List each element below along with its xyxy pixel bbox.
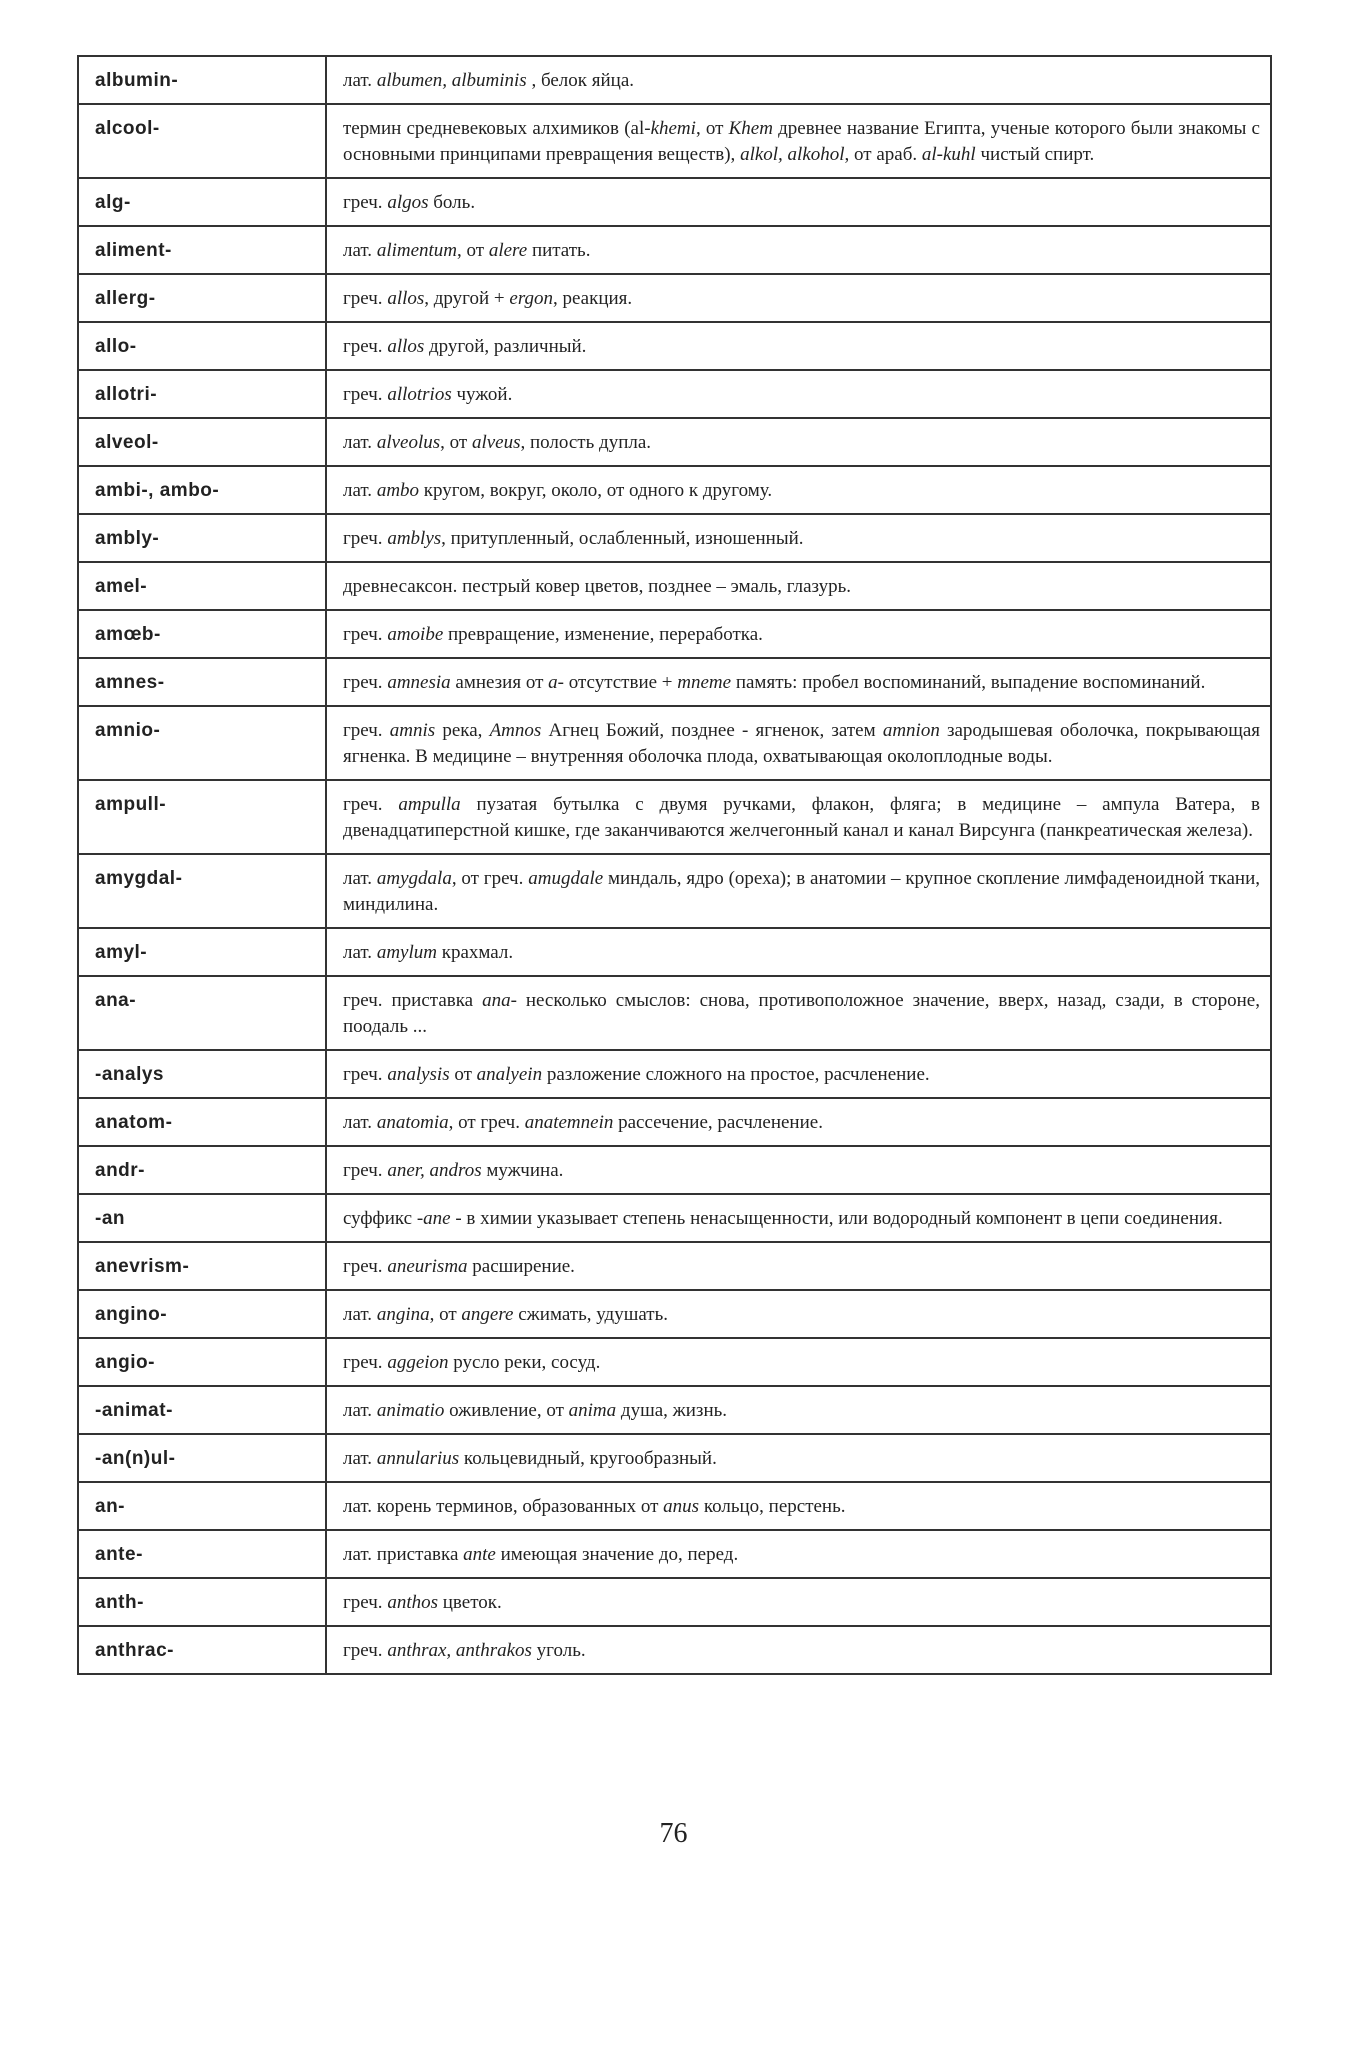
glossary-definition: [326, 976, 1271, 1050]
glossary-definition: [326, 418, 1271, 466]
definition-italic-segment: analyein: [476, 1064, 543, 1085]
definition-italic-segment: amnis: [389, 720, 436, 741]
definition-italic-segment: Khem: [728, 118, 773, 139]
definition-italic-segment: anatomia: [376, 1112, 449, 1133]
glossary-term: ampull-: [78, 780, 326, 854]
definition-italic-segment: annularius: [376, 1448, 460, 1469]
definition-italic-segment: alere: [488, 240, 528, 261]
definition-text-segment: амнезия от: [450, 672, 549, 693]
definition-text-segment: лат.: [343, 868, 377, 889]
glossary-term: angio-: [78, 1338, 326, 1386]
glossary-table: [77, 55, 1272, 1675]
definition-text-segment: греч.: [343, 1640, 388, 1661]
definition-text-segment: греч.: [343, 672, 388, 693]
definition-text-segment: лат.: [343, 1400, 377, 1421]
definition-text-segment: , белок яйца.: [526, 70, 635, 91]
definition-italic-segment: anus: [663, 1496, 700, 1517]
glossary-definition: [326, 466, 1271, 514]
table-row: [78, 274, 1271, 322]
definition-text-segment: память: пробел воспоминаний, выпадение воспоминаний.: [731, 672, 1206, 693]
glossary-term: alg-: [78, 178, 326, 226]
table-row: [78, 514, 1271, 562]
definition-italic-segment: alveus: [471, 432, 521, 453]
glossary-definition: [326, 928, 1271, 976]
definition-italic-segment: a-: [548, 672, 564, 693]
definition-text-segment: греч.: [343, 528, 388, 549]
definition-text-segment: превращение, изменение, переработка.: [443, 624, 763, 645]
glossary-definition: [326, 1098, 1271, 1146]
glossary-definition: [326, 1578, 1271, 1626]
definition-text-segment: крахмал.: [436, 942, 514, 963]
definition-italic-segment: ana-: [482, 990, 517, 1011]
definition-text-segment: боль.: [428, 192, 476, 213]
glossary-definition: [326, 1386, 1271, 1434]
glossary-term: allotri-: [78, 370, 326, 418]
glossary-definition: [326, 854, 1271, 928]
definition-text-segment: , от греч.: [451, 868, 529, 889]
definition-italic-segment: angina: [376, 1304, 430, 1325]
definition-text-segment: лат.: [343, 1112, 377, 1133]
table-row: [78, 1434, 1271, 1482]
glossary-term: angino-: [78, 1290, 326, 1338]
definition-text-segment: несколько смыслов: снова, противоположное значение, вверх, назад, сзади, в стороне, поодаль ...: [343, 990, 1260, 1037]
glossary-definition: [326, 104, 1271, 178]
glossary-term: amnes-: [78, 658, 326, 706]
definition-italic-segment: amygdala: [376, 868, 452, 889]
glossary-definition: [326, 1530, 1271, 1578]
table-row: [78, 1530, 1271, 1578]
glossary-definition: [326, 274, 1271, 322]
definition-text-segment: греч.: [343, 192, 388, 213]
definition-italic-segment: angere: [461, 1304, 514, 1325]
definition-italic-segment: animatio: [376, 1400, 445, 1421]
table-row: [78, 1242, 1271, 1290]
glossary-definition: [326, 56, 1271, 104]
definition-text-segment: , притупленный, ослабленный, изношенный.: [441, 528, 804, 549]
glossary-term: anthrac-: [78, 1626, 326, 1674]
definition-text-segment: лат.: [343, 70, 377, 91]
definition-text-segment: лат. корень терминов, образованных от: [343, 1496, 664, 1517]
glossary-term: ante-: [78, 1530, 326, 1578]
table-row: [78, 1146, 1271, 1194]
definition-italic-segment: aner, andros: [387, 1160, 482, 1181]
glossary-term: ambly-: [78, 514, 326, 562]
definition-italic-segment: allotrios: [387, 384, 452, 405]
glossary-definition: [326, 226, 1271, 274]
definition-text-segment: древнее название Египта, ученые которого были знакомы с основными принципами превращения веществ),: [343, 118, 1260, 165]
table-row: [78, 780, 1271, 854]
table-row: [78, 658, 1271, 706]
glossary-term: -an: [78, 1194, 326, 1242]
glossary-term: ana-: [78, 976, 326, 1050]
definition-italic-segment: ergon: [509, 288, 554, 309]
table-row: [78, 928, 1271, 976]
table-row: [78, 322, 1271, 370]
table-row: [78, 370, 1271, 418]
definition-text-segment: имеющая значение до, перед.: [495, 1544, 739, 1565]
definition-text-segment: , от араб.: [844, 144, 922, 165]
definition-text-segment: , полость дупла.: [520, 432, 652, 453]
glossary-term: anevrism-: [78, 1242, 326, 1290]
definition-text-segment: термин средневековых алхимиков (al-: [343, 118, 651, 139]
table-row: [78, 226, 1271, 274]
glossary-term: amygdal-: [78, 854, 326, 928]
definition-text-segment: русло реки, сосуд.: [448, 1352, 601, 1373]
table-row: [78, 976, 1271, 1050]
table-row: [78, 1338, 1271, 1386]
glossary-term: anth-: [78, 1578, 326, 1626]
glossary-definition: [326, 706, 1271, 780]
definition-text-segment: цветок.: [438, 1592, 502, 1613]
definition-text-segment: кольцевидный, кругообразный.: [459, 1448, 717, 1469]
definition-text-segment: миндаль, ядро (ореха); в анатомии – крупное скопление лимфаденоидной ткани, миндилина.: [343, 868, 1260, 915]
definition-italic-segment: albumen, albuminis: [376, 70, 527, 91]
glossary-term: -analys: [78, 1050, 326, 1098]
table-row: [78, 1386, 1271, 1434]
glossary-body: [78, 56, 1271, 1674]
definition-italic-segment: alveolus: [376, 432, 441, 453]
definition-text-segment: греч.: [343, 1352, 388, 1373]
definition-italic-segment: anthrax, anthrakos: [387, 1640, 532, 1661]
definition-text-segment: , от: [429, 1304, 462, 1325]
table-row: [78, 466, 1271, 514]
definition-text-segment: лат.: [343, 480, 377, 501]
definition-text-segment: кругом, вокруг, около, от одного к другому.: [419, 480, 773, 501]
definition-text-segment: мужчина.: [481, 1160, 564, 1181]
table-row: [78, 56, 1271, 104]
definition-text-segment: расширение.: [467, 1256, 575, 1277]
definition-text-segment: уголь.: [531, 1640, 586, 1661]
definition-text-segment: зародышевая оболочка, покрывающая ягненка. В медицине – внутренняя оболочка плода, охватывающая околоплодные воды.: [343, 720, 1261, 767]
definition-text-segment: , от: [440, 432, 472, 453]
definition-text-segment: - в химии указывает степень ненасыщенности, или водородный компонент в цепи соединения.: [450, 1208, 1223, 1229]
table-row: [78, 104, 1271, 178]
glossary-definition: [326, 1194, 1271, 1242]
definition-text-segment: греч.: [343, 384, 388, 405]
definition-text-segment: греч.: [343, 1256, 388, 1277]
definition-italic-segment: mneme: [677, 672, 732, 693]
glossary-term: an-: [78, 1482, 326, 1530]
definition-italic-segment: allos: [387, 336, 425, 357]
definition-text-segment: Агнец Божий, позднее - ягненок, затем: [541, 720, 883, 741]
glossary-definition: [326, 1050, 1271, 1098]
table-row: [78, 1290, 1271, 1338]
table-row: [78, 610, 1271, 658]
definition-text-segment: лат.: [343, 1448, 377, 1469]
definition-text-segment: душа, жизнь.: [616, 1400, 728, 1421]
definition-italic-segment: -ane: [416, 1208, 451, 1229]
glossary-term: anatom-: [78, 1098, 326, 1146]
glossary-definition: [326, 514, 1271, 562]
definition-italic-segment: khemi: [650, 118, 696, 139]
table-row: [78, 854, 1271, 928]
glossary-definition: [326, 178, 1271, 226]
glossary-definition: [326, 322, 1271, 370]
definition-text-segment: питать.: [527, 240, 591, 261]
glossary-definition: [326, 1290, 1271, 1338]
definition-italic-segment: alimentum: [376, 240, 458, 261]
definition-text-segment: лат.: [343, 432, 377, 453]
definition-text-segment: чистый спирт.: [975, 144, 1095, 165]
definition-text-segment: пузатая бутылка с двумя ручками, флакон, фляга; в медицине – ампула Ватера, в двенадцатиперстной кишке, где заканчиваются желчегонный канал и канал Вирсунга (панкреатическая железа).: [343, 794, 1260, 841]
glossary-term: -animat-: [78, 1386, 326, 1434]
glossary-term: -an(n)ul-: [78, 1434, 326, 1482]
glossary-term: alcool-: [78, 104, 326, 178]
definition-italic-segment: amblys: [387, 528, 442, 549]
table-row: [78, 1194, 1271, 1242]
glossary-term: allo-: [78, 322, 326, 370]
definition-text-segment: лат. приставка: [343, 1544, 464, 1565]
definition-text-segment: , от: [695, 118, 729, 139]
glossary-definition: [326, 1482, 1271, 1530]
definition-italic-segment: ampulla: [398, 794, 461, 815]
glossary-term: ambi-, ambo-: [78, 466, 326, 514]
definition-italic-segment: anthos: [387, 1592, 438, 1613]
table-row: [78, 1098, 1271, 1146]
table-row: [78, 1626, 1271, 1674]
table-row: [78, 562, 1271, 610]
definition-text-segment: , реакция.: [553, 288, 633, 309]
definition-text-segment: греч.: [343, 1160, 388, 1181]
page-number: 76: [659, 1818, 688, 1849]
definition-text-segment: рассечение, расчленение.: [613, 1112, 823, 1133]
glossary-term: aliment-: [78, 226, 326, 274]
definition-italic-segment: al-kuhl: [921, 144, 976, 165]
definition-italic-segment: ante: [463, 1544, 496, 1565]
definition-italic-segment: aneurisma: [387, 1256, 468, 1277]
definition-italic-segment: anatemnein: [524, 1112, 614, 1133]
definition-text-segment: суффикс: [343, 1208, 417, 1229]
definition-text-segment: разложение сложного на простое, расчленение.: [542, 1064, 930, 1085]
glossary-term: allerg-: [78, 274, 326, 322]
glossary-term: amœb-: [78, 610, 326, 658]
definition-text-segment: сжимать, удушать.: [513, 1304, 669, 1325]
definition-text-segment: лат.: [343, 240, 377, 261]
glossary-term: alveol-: [78, 418, 326, 466]
glossary-definition: [326, 658, 1271, 706]
definition-italic-segment: analysis: [387, 1064, 450, 1085]
glossary-definition: [326, 1626, 1271, 1674]
glossary-definition: [326, 370, 1271, 418]
definition-text-segment: кольцо, перстень.: [699, 1496, 846, 1517]
definition-italic-segment: amnesia: [387, 672, 451, 693]
definition-text-segment: отсутствие +: [563, 672, 678, 693]
definition-italic-segment: allos: [387, 288, 425, 309]
table-row: [78, 1578, 1271, 1626]
table-row: [78, 1050, 1271, 1098]
definition-italic-segment: amylum: [376, 942, 437, 963]
definition-text-segment: чужой.: [451, 384, 513, 405]
definition-italic-segment: Amnos: [489, 720, 542, 741]
glossary-term: amnio-: [78, 706, 326, 780]
definition-italic-segment: aggeion: [387, 1352, 449, 1373]
definition-text-segment: лат.: [343, 942, 377, 963]
definition-text-segment: , другой +: [424, 288, 510, 309]
definition-text-segment: греч. приставка: [343, 990, 483, 1011]
definition-italic-segment: amugdale: [528, 868, 604, 889]
definition-text-segment: древнесаксон. пестрый ковер цветов, позднее – эмаль, глазурь.: [343, 576, 852, 597]
table-row: [78, 1482, 1271, 1530]
glossary-definition: [326, 562, 1271, 610]
glossary-definition: [326, 1146, 1271, 1194]
glossary-definition: [326, 610, 1271, 658]
glossary-definition: [326, 1242, 1271, 1290]
definition-text-segment: греч.: [343, 1592, 388, 1613]
definition-text-segment: греч.: [343, 1064, 388, 1085]
definition-text-segment: греч.: [343, 794, 399, 815]
table-row: [78, 706, 1271, 780]
glossary-term: albumin-: [78, 56, 326, 104]
definition-text-segment: греч.: [343, 720, 390, 741]
definition-text-segment: , от греч.: [448, 1112, 525, 1133]
definition-italic-segment: alkol, alkohol: [740, 144, 845, 165]
definition-text-segment: греч.: [343, 624, 388, 645]
definition-text-segment: греч.: [343, 336, 388, 357]
definition-text-segment: лат.: [343, 1304, 377, 1325]
definition-text-segment: другой, различный.: [424, 336, 587, 357]
table-row: [78, 418, 1271, 466]
definition-text-segment: от: [449, 1064, 477, 1085]
definition-italic-segment: algos: [387, 192, 429, 213]
glossary-definition: [326, 1338, 1271, 1386]
definition-text-segment: греч.: [343, 288, 388, 309]
table-row: [78, 178, 1271, 226]
definition-italic-segment: amoibe: [387, 624, 444, 645]
glossary-definition: [326, 780, 1271, 854]
definition-text-segment: оживление, от: [444, 1400, 569, 1421]
definition-italic-segment: ambo: [376, 480, 420, 501]
glossary-term: amel-: [78, 562, 326, 610]
glossary-term: andr-: [78, 1146, 326, 1194]
glossary-definition: [326, 1434, 1271, 1482]
definition-text-segment: , от: [457, 240, 489, 261]
definition-italic-segment: anima: [568, 1400, 617, 1421]
glossary-term: amyl-: [78, 928, 326, 976]
definition-italic-segment: amnion: [882, 720, 940, 741]
definition-text-segment: река,: [435, 720, 490, 741]
